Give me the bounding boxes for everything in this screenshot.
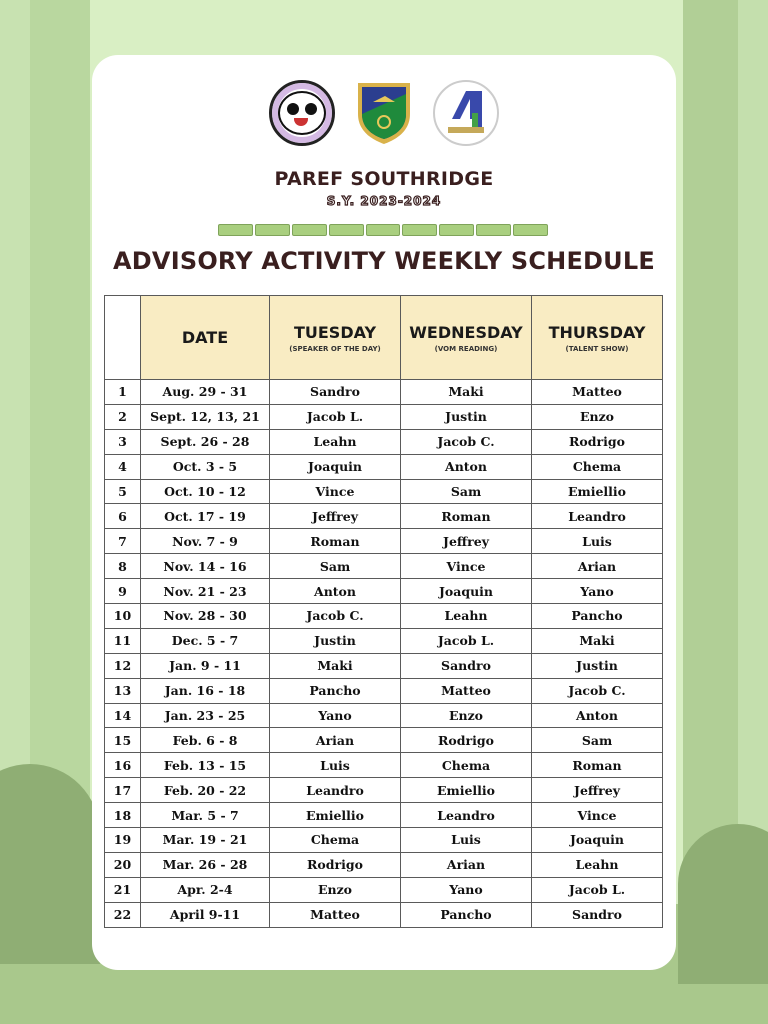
header-date: DATE (141, 296, 270, 380)
row-date: Feb. 13 - 15 (141, 753, 270, 778)
row-thursday: Jacob C. (532, 678, 663, 703)
row-wednesday: Enzo (401, 703, 532, 728)
row-thursday: Arian (532, 554, 663, 579)
row-date: Nov. 28 - 30 (141, 604, 270, 629)
row-number: 9 (105, 579, 141, 604)
school-crest-icon (351, 80, 417, 146)
row-wednesday: Roman (401, 504, 532, 529)
row-number: 21 (105, 877, 141, 902)
table-row (105, 604, 663, 629)
row-wednesday: Sam (401, 479, 532, 504)
row-thursday: Pancho (532, 604, 663, 629)
schedule-body (105, 380, 663, 928)
row-date: Dec. 5 - 7 (141, 628, 270, 653)
row-number: 8 (105, 554, 141, 579)
table-row (105, 404, 663, 429)
row-date: Oct. 10 - 12 (141, 479, 270, 504)
row-number: 18 (105, 803, 141, 828)
table-row (105, 579, 663, 604)
table-row (105, 803, 663, 828)
row-number: 19 (105, 828, 141, 853)
row-tuesday: Arian (270, 728, 401, 753)
row-date: Feb. 6 - 8 (141, 728, 270, 753)
table-row (105, 753, 663, 778)
row-wednesday: Yano (401, 877, 532, 902)
row-tuesday: Pancho (270, 678, 401, 703)
table-row (105, 479, 663, 504)
row-thursday: Luis (532, 529, 663, 554)
logo-row (92, 80, 676, 146)
row-thursday: Maki (532, 628, 663, 653)
row-thursday: Enzo (532, 404, 663, 429)
row-number: 16 (105, 753, 141, 778)
row-tuesday: Vince (270, 479, 401, 504)
row-thursday: Leandro (532, 504, 663, 529)
header-thursday: THURSDAY (TALENT SHOW) (532, 296, 663, 380)
header-number (105, 296, 141, 380)
row-date: Nov. 14 - 16 (141, 554, 270, 579)
panda-logo-icon (269, 80, 335, 146)
table-row (105, 852, 663, 877)
row-thursday: Justin (532, 653, 663, 678)
row-tuesday: Sam (270, 554, 401, 579)
row-date: Nov. 21 - 23 (141, 579, 270, 604)
table-row (105, 554, 663, 579)
row-wednesday: Matteo (401, 678, 532, 703)
row-tuesday: Anton (270, 579, 401, 604)
table-row (105, 778, 663, 803)
table-row (105, 653, 663, 678)
row-tuesday: Leandro (270, 778, 401, 803)
row-wednesday: Chema (401, 753, 532, 778)
bamboo-divider (218, 222, 550, 236)
row-tuesday: Luis (270, 753, 401, 778)
row-number: 11 (105, 628, 141, 653)
row-date: Oct. 3 - 5 (141, 454, 270, 479)
row-number: 2 (105, 404, 141, 429)
row-tuesday: Maki (270, 653, 401, 678)
row-wednesday: Jacob C. (401, 429, 532, 454)
row-wednesday: Justin (401, 404, 532, 429)
row-thursday: Jacob L. (532, 877, 663, 902)
row-wednesday: Jeffrey (401, 529, 532, 554)
row-number: 14 (105, 703, 141, 728)
row-thursday: Vince (532, 803, 663, 828)
table-row (105, 529, 663, 554)
table-row (105, 877, 663, 902)
row-number: 20 (105, 852, 141, 877)
table-row (105, 504, 663, 529)
table-row (105, 902, 663, 927)
row-number: 5 (105, 479, 141, 504)
row-number: 15 (105, 728, 141, 753)
batch-four-logo-icon (433, 80, 499, 146)
row-date: Mar. 5 - 7 (141, 803, 270, 828)
row-tuesday: Chema (270, 828, 401, 853)
row-date: Oct. 17 - 19 (141, 504, 270, 529)
table-header-row (105, 296, 663, 380)
row-tuesday: Emiellio (270, 803, 401, 828)
row-tuesday: Roman (270, 529, 401, 554)
row-thursday: Matteo (532, 380, 663, 405)
header-tuesday: TUESDAY (SPEAKER OF THE DAY) (270, 296, 401, 380)
row-date: Sept. 26 - 28 (141, 429, 270, 454)
table-row (105, 728, 663, 753)
row-thursday: Sam (532, 728, 663, 753)
school-year: S.Y. 2023-2024 (326, 194, 442, 208)
row-tuesday: Jacob L. (270, 404, 401, 429)
row-number: 4 (105, 454, 141, 479)
schedule-card (92, 55, 676, 970)
row-date: Sept. 12, 13, 21 (141, 404, 270, 429)
row-date: Apr. 2-4 (141, 877, 270, 902)
row-number: 6 (105, 504, 141, 529)
school-name: PAREF SOUTHRIDGE (274, 168, 494, 190)
row-wednesday: Jacob L. (401, 628, 532, 653)
background-bush-right (678, 824, 768, 984)
row-tuesday: Joaquin (270, 454, 401, 479)
row-date: Jan. 9 - 11 (141, 653, 270, 678)
row-thursday: Rodrigo (532, 429, 663, 454)
row-tuesday: Enzo (270, 877, 401, 902)
row-thursday: Chema (532, 454, 663, 479)
table-row (105, 628, 663, 653)
row-wednesday: Leandro (401, 803, 532, 828)
row-tuesday: Justin (270, 628, 401, 653)
table-row (105, 703, 663, 728)
row-wednesday: Rodrigo (401, 728, 532, 753)
row-wednesday: Leahn (401, 604, 532, 629)
row-number: 7 (105, 529, 141, 554)
row-thursday: Leahn (532, 852, 663, 877)
row-wednesday: Joaquin (401, 579, 532, 604)
row-thursday: Joaquin (532, 828, 663, 853)
row-tuesday: Rodrigo (270, 852, 401, 877)
row-tuesday: Jeffrey (270, 504, 401, 529)
schedule-table (104, 295, 663, 928)
row-thursday: Yano (532, 579, 663, 604)
row-thursday: Anton (532, 703, 663, 728)
row-date: Feb. 20 - 22 (141, 778, 270, 803)
row-number: 22 (105, 902, 141, 927)
header-wednesday: WEDNESDAY (VOM READING) (401, 296, 532, 380)
table-row (105, 380, 663, 405)
row-number: 17 (105, 778, 141, 803)
row-tuesday: Yano (270, 703, 401, 728)
row-date: Aug. 29 - 31 (141, 380, 270, 405)
table-row (105, 678, 663, 703)
row-wednesday: Arian (401, 852, 532, 877)
row-wednesday: Luis (401, 828, 532, 853)
row-number: 12 (105, 653, 141, 678)
row-wednesday: Anton (401, 454, 532, 479)
row-wednesday: Sandro (401, 653, 532, 678)
row-number: 3 (105, 429, 141, 454)
row-wednesday: Maki (401, 380, 532, 405)
row-date: Nov. 7 - 9 (141, 529, 270, 554)
row-tuesday: Jacob C. (270, 604, 401, 629)
row-thursday: Emiellio (532, 479, 663, 504)
background-bush-left (0, 764, 100, 964)
table-row (105, 429, 663, 454)
row-thursday: Sandro (532, 902, 663, 927)
page-title: ADVISORY ACTIVITY WEEKLY SCHEDULE (113, 247, 655, 275)
row-date: April 9-11 (141, 902, 270, 927)
row-date: Jan. 16 - 18 (141, 678, 270, 703)
row-number: 1 (105, 380, 141, 405)
row-date: Mar. 26 - 28 (141, 852, 270, 877)
table-row (105, 454, 663, 479)
row-tuesday: Leahn (270, 429, 401, 454)
row-tuesday: Matteo (270, 902, 401, 927)
row-tuesday: Sandro (270, 380, 401, 405)
row-date: Jan. 23 - 25 (141, 703, 270, 728)
row-number: 13 (105, 678, 141, 703)
row-thursday: Roman (532, 753, 663, 778)
row-wednesday: Vince (401, 554, 532, 579)
row-thursday: Jeffrey (532, 778, 663, 803)
row-wednesday: Emiellio (401, 778, 532, 803)
row-number: 10 (105, 604, 141, 629)
table-row (105, 828, 663, 853)
row-date: Mar. 19 - 21 (141, 828, 270, 853)
row-wednesday: Pancho (401, 902, 532, 927)
